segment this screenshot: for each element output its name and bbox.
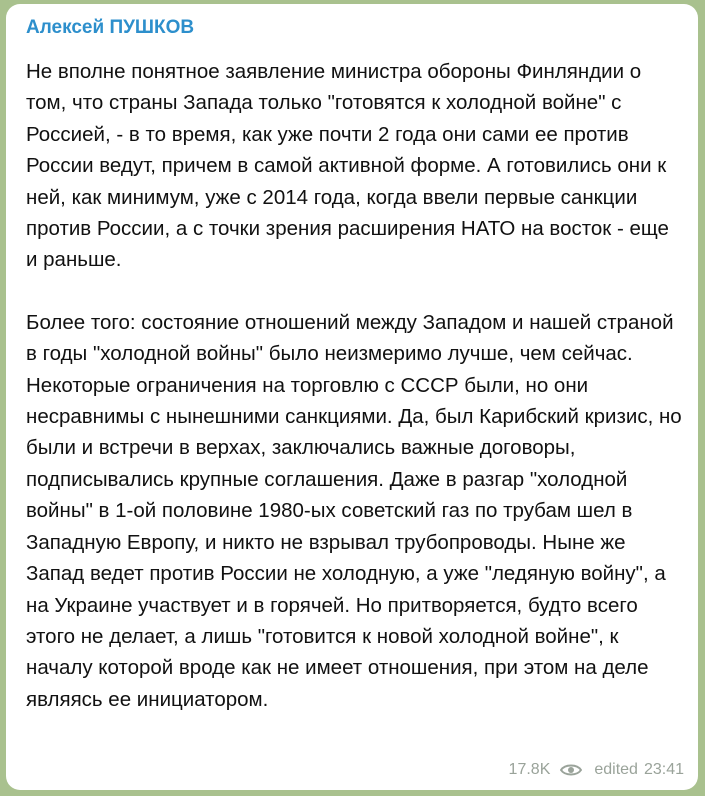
channel-author-name[interactable]: Алексей ПУШКОВ [26,17,195,38]
message-paragraph-1: Не вполне понятное заявление министра обороны Финляндии о том, что страны Запада только "готовятся к холодной войне" с Россией, - в то время, как уже почти 2 года они сами ее против России ведут, причем в самой активной форме. А готовились они к ней, как минимум, уже с 2014 года, когда ввели первые санкции против России, а с точки зрения расширения НАТО на восток - еще и раньше. [26,60,669,272]
message-bubble [6,4,698,790]
message-meta [509,760,684,780]
paragraph-gap [26,276,682,307]
eye-icon [560,763,582,777]
view-count: 17.8K [508,761,551,778]
message-time: 23:41 [643,761,684,778]
edited-label: edited [594,761,638,778]
message-paragraph-2: Более того: состояние отношений между Западом и нашей страной в годы "холодной войны" было неизмеримо лучше, чем сейчас. Некоторые ограничения на торговлю с СССР были, но они несравнимы с нынешними санкциями. Да, был Карибский кризис, но были и встречи в верхах, заключались важные договоры, подписывались крупные соглашения. Даже в разгар "холодной войны" в 1-ой половине 1980-ых советский газ по трубам шел в Западную Европу, и никто не взрывал трубопроводы. Ныне же Запад ведет против России не холодную, а уже "ледяную войну", а на Украине участвует и в горячей. Но притворяется, будто всего этого не делает, а лишь "готовится к новой холодной войне", к началу которой вроде как не имеет отношения, при этом на деле являясь ее инициатором. [26,310,682,711]
